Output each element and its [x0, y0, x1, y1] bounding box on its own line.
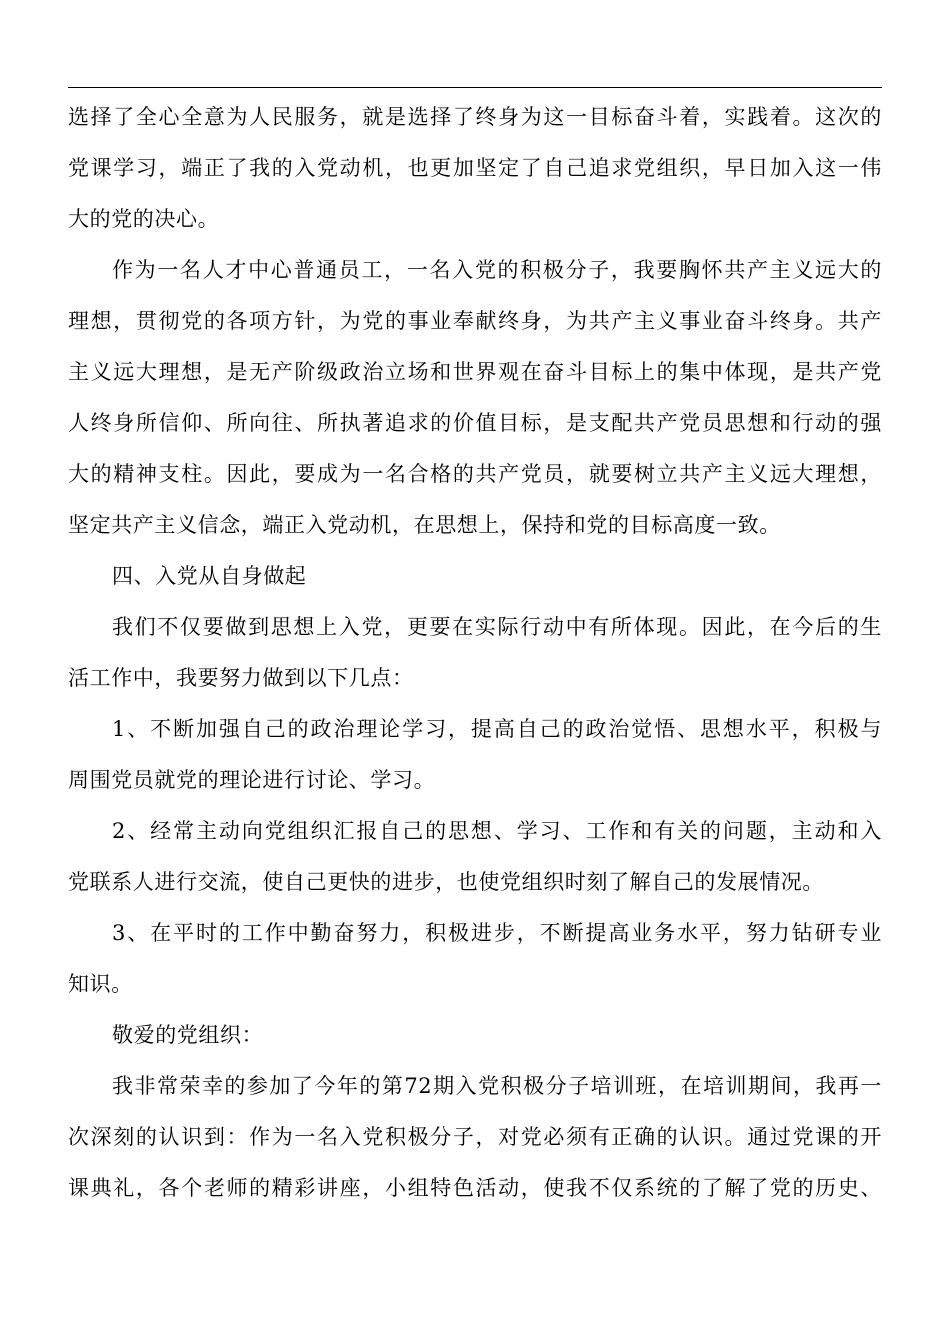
text-line: 大的精神支柱。因此，要成为一名合格的共产党员，就要树立共产主义远大理想， — [68, 462, 882, 486]
text-line: 大的党的决心。 — [68, 207, 220, 231]
text-line: 党课学习，端正了我的入党动机，也更加坚定了自己追求党组织，早日加入这一伟 — [68, 156, 882, 180]
text-line: 党联系人进行交流，使自己更快的进步，也使党组织时刻了解自己的发展情况。 — [68, 870, 824, 894]
list-item-2: 2、经常主动向党组织汇报自己的思想、学习、工作和有关的问题，主动和入 — [112, 819, 882, 843]
text-line: 次深刻的认识到：作为一名入党积极分子，对党必须有正确的认识。通过党课的开 — [68, 1125, 882, 1149]
list-item-1: 1、不断加强自己的政治理论学习，提高自己的政治觉悟、思想水平，积极与 — [112, 717, 882, 741]
section-heading: 四、入党从自身做起 — [112, 564, 307, 588]
text-line: 周围党员就党的理论进行讨论、学习。 — [68, 768, 436, 792]
text-line: 活工作中，我要努力做到以下几点： — [68, 666, 414, 690]
salutation: 敬爱的党组织： — [112, 1023, 264, 1047]
text-line: 课典礼，各个老师的精彩讲座，小组特色活动，使我不仅系统的了解了党的历史、 — [68, 1176, 882, 1200]
list-item-3: 3、在平时的工作中勤奋努力，积极进步，不断提高业务水平，努力钻研专业 — [112, 921, 882, 945]
text-line: 理想，贯彻党的各项方针，为党的事业奉献终身，为共产主义事业奋斗终身。共产 — [68, 309, 882, 333]
text-line: 知识。 — [68, 972, 133, 996]
text-line: 坚定共产主义信念，端正入党动机，在思想上，保持和党的目标高度一致。 — [68, 513, 781, 537]
header-rule — [68, 87, 882, 88]
text-line: 人终身所信仰、所向往、所执著追求的价值目标，是支配共产党员思想和行动的强 — [68, 411, 882, 435]
text-line: 我非常荣幸的参加了今年的第72期入党积极分子培训班，在培训期间，我再一 — [112, 1074, 882, 1098]
text-line: 我们不仅要做到思想上入党，更要在实际行动中有所体现。因此，在今后的生 — [112, 615, 882, 639]
body-text — [68, 92, 882, 1214]
text-line: 主义远大理想，是无产阶级政治立场和世界观在奋斗目标上的集中体现，是共产党 — [68, 360, 882, 384]
text-line: 作为一名人才中心普通员工，一名入党的积极分子，我要胸怀共产主义远大的 — [112, 258, 882, 282]
text-line: 选择了全心全意为人民服务，就是选择了终身为这一目标奋斗着，实践着。这次的 — [68, 105, 882, 129]
